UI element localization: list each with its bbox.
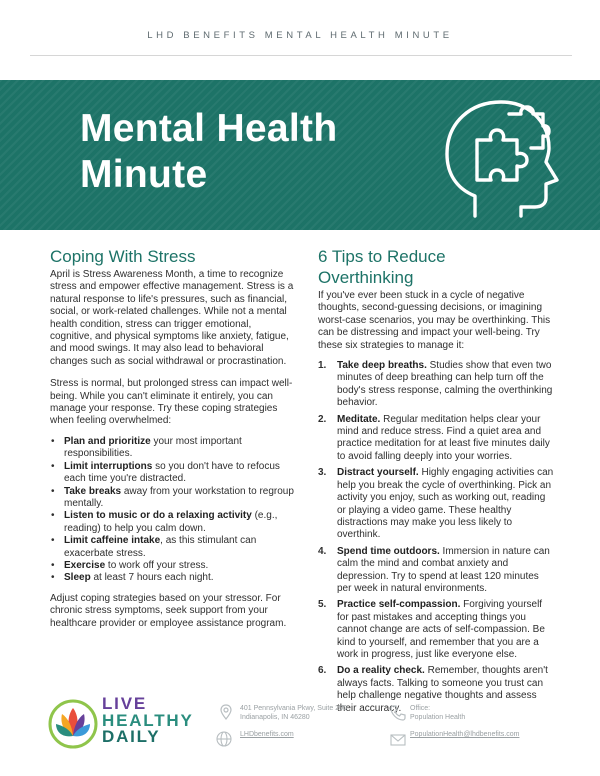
list-item: 5. Practice self-compassion. Forgiving yourself for past mistakes and accepting things you cannot change are acts of self-compassion. Be kind to yourself, and remember that you are a work in progress, just like everyone else. (318, 599, 545, 660)
coping-intro: April is Stress Awareness Month, a time to recognize stress and empower effective management. Stress is a natural response to life's pressures, such as financial, social, or work-related challenges. While not a mental health condition, stress can trigger emotional, cognitive, and physical symptoms like anxiety, fatigue, and mood swings. It may also lead to behavioral changes such as social withdrawal or procrastination. (50, 269, 294, 367)
coping-with-stress-column (50, 246, 295, 630)
logo-wordmark: LIVE HEALTHY DAILY (102, 694, 194, 746)
coping-closing: Adjust coping strategies based on your stressor. For chronic stress symptoms, seek support from your healthcare provider or employee assistance program. (50, 592, 287, 629)
list-item: • Exercise to work off your stress. (50, 560, 295, 572)
tips-heading-line2: Overthinking (318, 268, 414, 287)
address: 401 Pennsylvania Pkwy, Suite 200 Indianapolis, IN 46280 (240, 705, 347, 721)
tips-list (318, 360, 554, 715)
list-item: 3. Distract yourself. Highly engaging activities can help you break the cycle of overthinking. Pick an activity you enjoy, such as working out, reading or playing a video game. These healthy distractions may make you less likely to overthink. (318, 467, 554, 541)
header-divider (30, 55, 572, 56)
list-item: • Plan and prioritize your most important responsibilities. (50, 436, 295, 461)
website-link[interactable]: LHDbenefits.com (240, 731, 294, 738)
list-item: 6. Do a reality check. Remember, thoughts aren't always facts. Talking to someone you trust can help challenge negative thoughts and assess their accuracy. (318, 665, 548, 714)
live-healthy-daily-logo (48, 694, 198, 752)
head-puzzle-icon (425, 92, 567, 224)
footer (0, 690, 600, 760)
banner-title-line1: Mental Health (80, 107, 338, 150)
list-item: 1. Take deep breaths. Studies show that even two minutes of deep breathing can help turn off the body's stress response, calming the overthinking behavior. (318, 360, 553, 409)
title-banner (0, 80, 600, 230)
coping-strategies-list (50, 436, 295, 585)
lotus-icon (48, 696, 98, 752)
overthinking-tips-column (318, 246, 554, 719)
tips-intro: If you've ever been stuck in a cycle of negative thoughts, second-guessing decisions, or imagining worst-case scenarios, you may be overthinking. This can be distressing and impact your well-being. Try these six strategies to manage it: (318, 290, 551, 351)
list-item: • Take breaks away from your workstation to regroup mentally. (50, 486, 295, 511)
email-link[interactable]: PopulationHealth@lhdbenefits.com (410, 731, 520, 738)
coping-paragraph-2: Stress is normal, but prolonged stress can impact well-being. While you can't eliminate it entirely, you can manage your response. Try these coping strategies when feeling overwhelmed: (50, 378, 293, 427)
tips-heading-line1: 6 Tips to Reduce (318, 247, 446, 266)
list-item: • Limit caffeine intake, as this stimulant can exacerbate stress. (50, 535, 295, 560)
list-item: 4. Spend time outdoors. Immersion in nature can calm the mind and combat anxiety and depression. Try to spend at least 120 minutes per week in natural environments. (318, 545, 550, 594)
banner-title (80, 106, 337, 198)
banner-title-line2: Minute (80, 153, 208, 196)
header-tagline: LHD BENEFITS MENTAL HEALTH MINUTE (147, 30, 453, 41)
location-pin-icon (218, 704, 234, 720)
list-item: 2. Meditate. Regular meditation helps clear your mind and reduce stress. Find a quiet area and practice meditation for at least five minutes daily to avoid falling deeply into your worries. (318, 413, 550, 462)
phone-icon (390, 705, 406, 721)
globe-icon (216, 731, 232, 747)
office-info: Office: Population Health (410, 705, 466, 721)
list-item: • Limit interruptions so you don't have to refocus each time you're distracted. (50, 461, 295, 486)
tips-heading (318, 246, 554, 288)
coping-heading: Coping With Stress (50, 247, 196, 266)
list-item: • Listen to music or do a relaxing activity (e.g., reading) to help you calm down. (50, 510, 295, 535)
list-item: • Sleep at least 7 hours each night. (50, 572, 295, 584)
envelope-icon (390, 732, 406, 748)
